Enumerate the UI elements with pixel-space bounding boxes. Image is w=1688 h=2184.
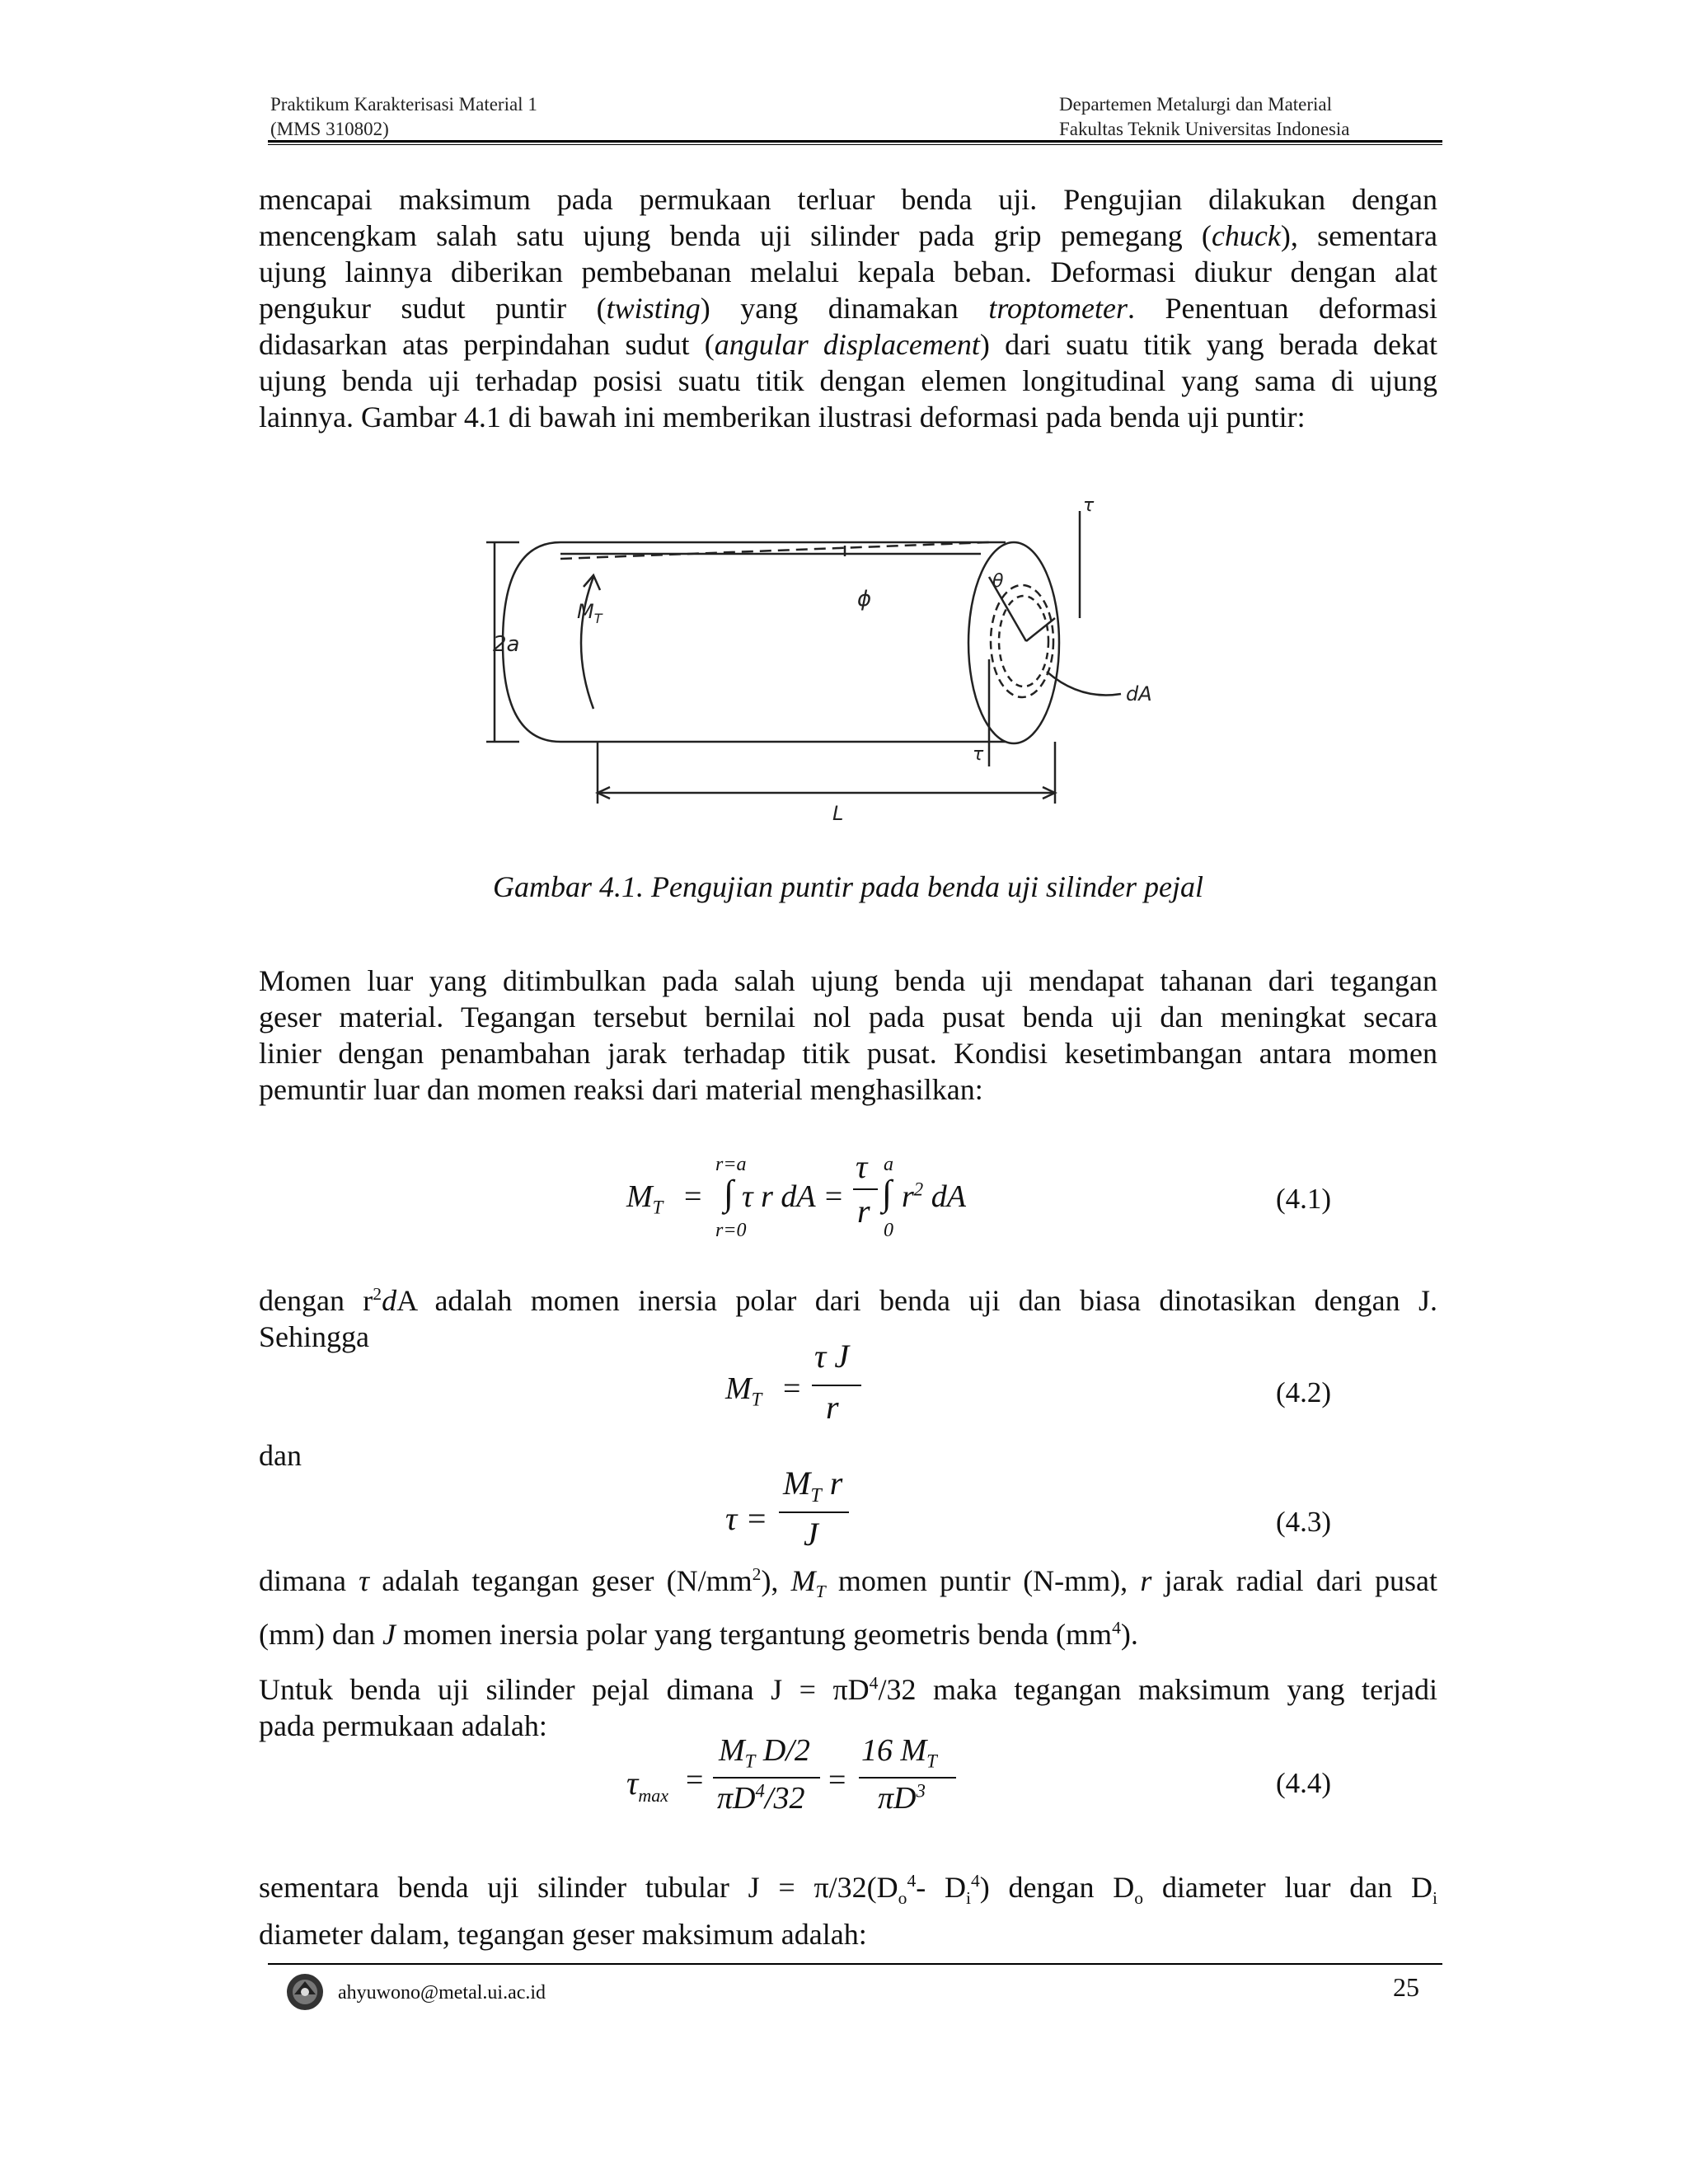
equation-number: (4.1) (1276, 1183, 1332, 1215)
page-number: 25 (1393, 1972, 1419, 2002)
svg-text:MT (577, 600, 603, 626)
header-left (270, 92, 537, 142)
equation-4-2: $M_T$ = τ J r (4.2) (725, 1338, 1332, 1426)
paragraph-definitions (259, 1556, 1437, 1652)
header-faculty: Fakultas Teknik Universitas Indonesia (1059, 119, 1350, 139)
paragraph-intro (259, 181, 1437, 435)
text-line: sementara benda uji silinder tubular $J = \pi/32(D_o^4-$ $D_i^4$) dengan $D_o$ diameter luar dan $D_i$ (259, 1871, 1437, 1909)
text-dan: dan (259, 1439, 302, 1472)
paragraph-equilibrium (259, 963, 1437, 1108)
text-line: didasarkan atas perpindahan sudut (angular displacement) dari suatu titik yang berada dekat (259, 328, 1437, 361)
torsion-cylinder-figure (486, 494, 1152, 825)
header-rule-thin (268, 144, 1442, 145)
label-2a: 2a (493, 632, 520, 657)
header-right (1059, 92, 1350, 142)
header-rule (268, 140, 1442, 143)
equation-number: (4.2) (1276, 1376, 1332, 1408)
equation-4-1: $M_T$ = r=a ∫ r=0 τ r dA = τ r a ∫ 0 $r^2$ dA (4.1) (626, 1148, 1332, 1241)
text-line: geser material. Tegangan tersebut bernilai nol pada pusat benda uji dan meningkat secara (259, 1001, 1437, 1033)
footer-email: ahyuwono@metal.ui.ac.id (338, 1982, 546, 2004)
text-line: Sehingga (259, 1320, 369, 1353)
equation-number: (4.4) (1276, 1767, 1332, 1799)
text-line: Momen luar yang ditimbulkan pada salah ujung benda uji mendapat tahanan dari tegangan (259, 964, 1437, 997)
equation-number: (4.3) (1276, 1506, 1332, 1538)
label-mt-sub: T (593, 611, 603, 626)
header-course: Praktikum Karakterisasi Material 1 (270, 94, 537, 115)
text-line: pemuntir luar dan momen reaksi dari material menghasilkan: (259, 1073, 983, 1106)
label-mt: M (577, 600, 594, 623)
header-department: Departemen Metalurgi dan Material (1059, 94, 1333, 115)
text-line: mencengkam salah satu ujung benda uji silinder pada grip pemegang (chuck), sementara (259, 219, 1438, 252)
label-tau-top: τ (1083, 495, 1095, 516)
equation-4-4: $\tau_{max}$ = $M_T$ D/2 $\pi D^4/32$ = 16 $M_T$ $\pi D^3$ (4.4) (626, 1733, 1332, 1816)
text-line: pada permukaan adalah: (259, 1709, 547, 1742)
equation-4-3: τ = $M_T$ r J (4.3) (725, 1465, 1332, 1553)
label-phi: ϕ (857, 587, 872, 612)
text-line: lainnya. Gambar 4.1 di bawah ini memberikan ilustrasi deformasi pada benda uji puntir: (259, 401, 1306, 434)
label-da: dA (1126, 682, 1152, 705)
text-line: Untuk benda uji silinder pejal dimana $J = \pi D^4/32$ maka tegangan maksimum yang terjadi (259, 1673, 1437, 1706)
label-tau-bottom: τ (973, 744, 984, 765)
text-line: dimana τ adalah tegangan geser $(N/mm^2)$, $M_T$ momen puntir (N-mm), r jarak radial dari pusat (259, 1564, 1437, 1602)
text-line: pengukur sudut puntir (twisting) yang dinamakan troptometer. Penentuan deformasi (259, 292, 1438, 325)
header-course-code: (MMS 310802) (270, 119, 389, 139)
text-line: ujung lainnya diberikan pembebanan melalui kepala beban. Deformasi diukur dengan alat (259, 255, 1437, 288)
university-logo-icon (284, 1971, 326, 2013)
label-l: L (832, 802, 844, 825)
paragraph-solid-specimen (259, 1665, 1437, 1744)
text-line: dengan $r^2dA$ adalah momen inersia polar dari benda uji dan biasa dinotasikan dengan J. (259, 1284, 1437, 1317)
footer-rule (268, 1963, 1442, 1965)
text-line: ujung benda uji terhadap posisi suatu titik dengan elemen longitudinal yang sama di ujung (259, 364, 1437, 397)
text-line: (mm) dan J momen inersia polar yang tergantung geometris benda $(mm^4)$. (259, 1618, 1138, 1652)
text-line: diameter dalam, tegangan geser maksimum adalah: (259, 1918, 867, 1952)
text-line: mencapai maksimum pada permukaan terluar benda uji. Pengujian dilakukan dengan (259, 183, 1437, 216)
label-theta: θ (992, 571, 1004, 592)
text-line: linier dengan penambahan jarak terhadap titik pusat. Kondisi kesetimbangan antara momen (259, 1037, 1437, 1070)
figure-caption: Gambar 4.1. Pengujian puntir pada benda uji silinder pejal (493, 870, 1203, 903)
paragraph-tubular-specimen (259, 1863, 1437, 1952)
